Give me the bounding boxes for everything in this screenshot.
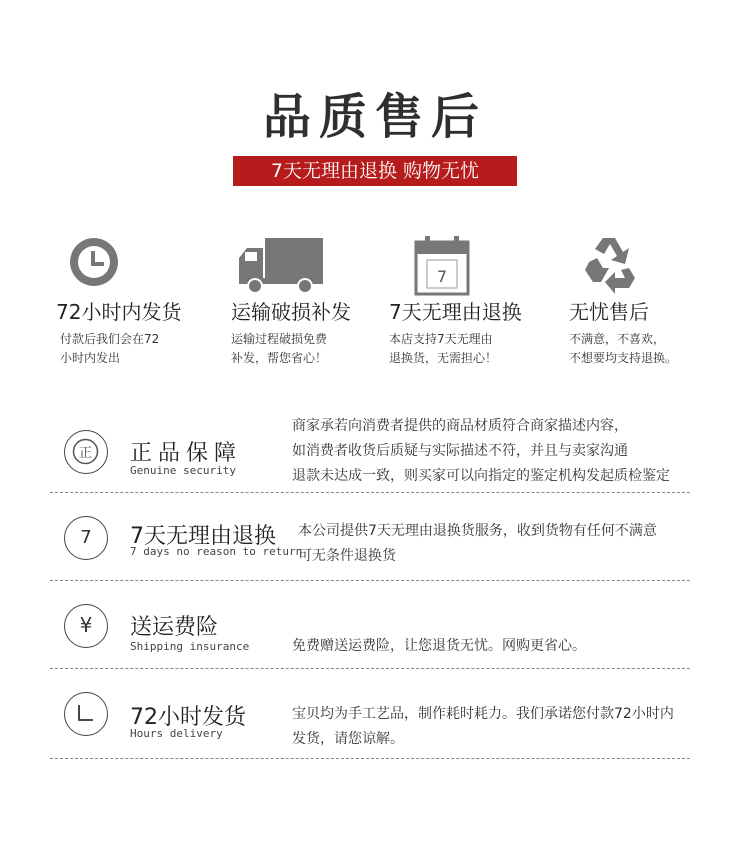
yen-icon: ¥	[64, 604, 108, 648]
divider	[50, 668, 690, 669]
row-subtitle: Genuine security	[130, 464, 236, 477]
row-desc: 免费赠送运费险，让您退货无忧。网购更省心。	[292, 638, 586, 654]
recycle-icon	[569, 232, 739, 292]
row-subtitle: Shipping insurance	[130, 640, 250, 653]
divider	[50, 758, 690, 759]
feature-title: 运输破损补发	[231, 300, 351, 324]
feature-desc: 不满意，不喜欢， 不想要均支持退换。	[569, 332, 678, 365]
feature-seven-day-return	[389, 232, 559, 365]
feature-title: 7天无理由退换	[389, 300, 522, 324]
feature-desc: 本店支持7天无理由 退换货，无需担心！	[389, 332, 498, 365]
page-title: 品质售后	[262, 89, 487, 145]
divider	[50, 580, 690, 581]
seven-day-icon: 7	[64, 516, 108, 560]
row-subtitle: 7 days no reason to return	[130, 545, 303, 558]
feature-title: 无忧售后	[569, 300, 649, 324]
svg-text:7: 7	[436, 267, 448, 286]
feature-fast-shipping	[56, 232, 226, 365]
row-title: 72小时发货	[130, 705, 246, 730]
svg-text:正: 正	[78, 446, 93, 461]
row-subtitle: Hours delivery	[130, 727, 223, 740]
row-genuine	[50, 412, 690, 492]
row-shipping-insurance	[50, 592, 690, 668]
row-title: 正品保障	[130, 441, 243, 466]
clock-icon	[56, 232, 226, 292]
row-hours-delivery	[50, 680, 690, 758]
divider	[50, 492, 690, 493]
feature-title: 72小时内发货	[56, 300, 182, 324]
row-seven-day	[50, 505, 690, 580]
row-desc: 商家承若向消费者提供的商品材质符合商家描述内容， 如消费者收货后质疑与实际描述不符，并且与卖家沟通 退款未达成一致，则买家可以向指定的鉴定机构发起质检鉴定	[292, 418, 670, 484]
row-desc: 本公司提供7天无理由退换货服务，收到货物有任何不满意 可无条件退换货	[298, 523, 657, 564]
calendar-icon	[389, 232, 559, 292]
feature-desc: 运输过程破损免费 补发，帮您省心！	[231, 332, 328, 365]
feature-desc: 付款后我们会在72 小时内发出	[60, 332, 160, 365]
delivery-clock-icon	[64, 692, 108, 736]
row-title: 7天无理由退换	[130, 524, 276, 549]
feature-worry-free	[569, 232, 739, 365]
row-desc: 宝贝均为手工艺品，制作耗时耗力。我们承诺您付款72小时内 发货，请您谅解。	[292, 706, 674, 747]
row-title: 送运费险	[130, 615, 219, 640]
genuine-seal-icon	[64, 430, 108, 474]
truck-icon	[231, 232, 401, 292]
feature-damage-reship	[231, 232, 401, 365]
promo-banner: 7天无理由退换 购物无忧	[233, 156, 517, 186]
